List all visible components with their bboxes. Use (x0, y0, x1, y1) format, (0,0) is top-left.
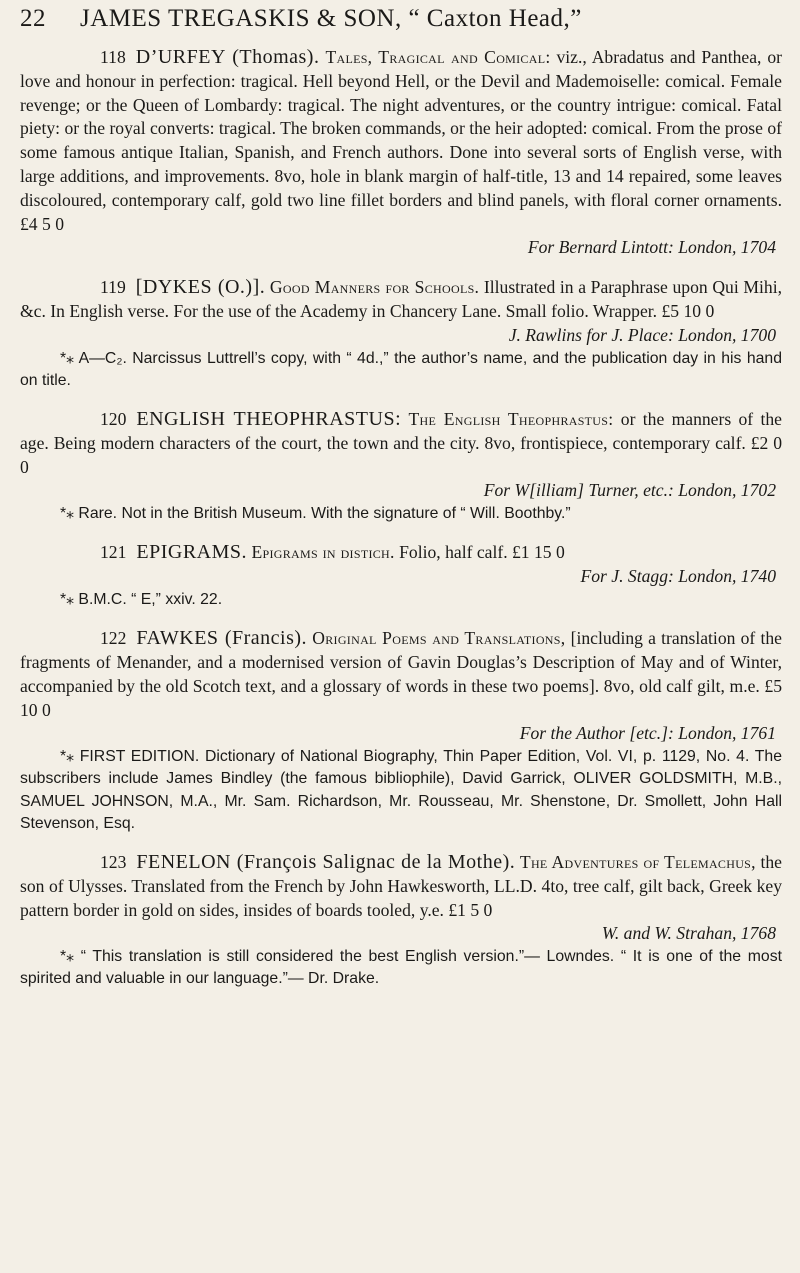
catalogue-entry (20, 46, 782, 260)
page-number: 22 (20, 5, 46, 32)
entry-title: Original Poems and Translations, (312, 628, 566, 649)
entry-author: FENELON (François Salignac de la Mothe). (136, 850, 516, 873)
entry-description: [including a translation of the fragments of Menander, and a modernised version of Gavin Douglas’s Description of May and of Winter, accompanied by the old Scotch text, and a glossary of words in these two poems]. 8vo, old calf gilt, m.e. £5 10 0 (20, 628, 782, 720)
entry-text (20, 627, 782, 722)
entry-author: EPIGRAMS. (136, 541, 248, 564)
lot-number: 120 (100, 408, 127, 429)
entry-title: Good Manners for Schools. (269, 277, 480, 298)
catalogue-entry (20, 541, 782, 611)
entry-author: D’URFEY (Thomas). (135, 46, 320, 68)
lot-number: 122 (100, 628, 127, 649)
entry-author: [DYKES (O.)]. (135, 276, 266, 299)
lot-number: 118 (100, 47, 126, 67)
entry-imprint: For W[illiam] Turner, etc.: London, 1702 (483, 480, 776, 501)
lot-number: 121 (100, 542, 127, 563)
running-head (20, 0, 780, 38)
entry-note: *⁎ A—C₂. Narcissus Luttrell’s copy, with “ 4d.,” the author’s name, and the publication day in his hand on title. (20, 349, 782, 389)
entry-description: viz., Abradatus and Panthea, or love and honour in perfection: tragical. Hell beyond Hell, or the Devil and Mademoiselle: comical. Female revenge; or the Queen of Lombardy: tragical. The night adventures, or the country intrigue: comical. Fatal piety: or the royal converts: tragical. The broken commands, or the heir adopted: comical. From the prose of some famous antique Italian, Spanish, and French authors. Done into several sorts of English verse, with large additions, and improvements. 8vo, hole in blank margin of half-title, 13 and 14 repaired, some leaves discoloured, contemporary calf, gold two line fillet borders and blind panels, with floral corner ornaments. £4 5 0 (20, 47, 783, 234)
entry-description: Illustrated in a Paraphrase upon Qui Mihi, &c. In English verse. For the use of the Academy in Chancery Lane. Small folio. Wrapper. £5 10 0 (20, 277, 782, 321)
entry-text (20, 851, 782, 922)
entry-note: *⁎ FIRST EDITION. Dictionary of National Biography, Thin Paper Edition, Vol. VI, p. 1129, No. 4. The subscribers include James Bindley (the famous bibliophile), David Garrick, OLIVER GOLDSMITH, M.B., SAMUEL JOHNSON, M.A., Mr. Sam. Richardson, Mr. Rousseau, Mr. Shenstone, Dr. Smollett, John Hall Stevenson, Esq. (20, 748, 782, 832)
catalogue-entries (20, 46, 782, 1007)
entry-imprint: J. Rawlins for J. Place: London, 1700 (508, 324, 776, 345)
catalogue-entry (20, 851, 782, 991)
entry-text (20, 276, 782, 324)
entry-note: *⁎ “ This translation is still considered the best English version.”— Lowndes. “ It is one of the most spirited and valuable in our language.”— Dr. Drake. (20, 948, 782, 988)
entry-imprint: For the Author [etc.]: London, 1761 (519, 723, 776, 744)
lot-number: 119 (100, 277, 126, 298)
entry-text (20, 408, 782, 479)
entry-text (20, 46, 782, 236)
entry-title: The Adventures of Telemachus, (519, 851, 756, 872)
running-title: JAMES TREGASKIS & SON, “ Caxton Head,” (80, 5, 582, 32)
entry-description: the son of Ulysses. Translated from the French by John Hawkesworth, LL.D. 4to, tree calf, gilt back, Greek key pattern border in gold on sides, insides of boards tooled, y.e. £1 5 0 (20, 851, 782, 920)
entry-title: Tales, Tragical and Comical: (325, 47, 551, 67)
entry-text (20, 541, 782, 565)
entry-note: *⁎ Rare. Not in the British Museum. With the signature of “ Will. Boothby.” (60, 505, 571, 523)
entry-description: or the manners of the age. Being modern characters of the court, the town and the city. 8vo, frontispiece, contemporary calf. £2 0 0 (20, 408, 782, 477)
lot-number: 123 (100, 851, 127, 872)
catalogue-entry (20, 408, 782, 525)
entry-author: ENGLISH THEOPHRASTUS: (136, 407, 402, 430)
entry-title: The English Theophrastus: (408, 408, 614, 429)
entry-title: Epigrams in distich. (251, 542, 395, 563)
entry-imprint: For J. Stagg: London, 1740 (580, 566, 776, 587)
entry-imprint: W. and W. Strahan, 1768 (601, 923, 776, 944)
entry-author: FAWKES (Francis). (136, 627, 308, 650)
catalogue-entry (20, 627, 782, 835)
catalogue-entry (20, 276, 782, 392)
entry-description: Folio, half calf. £1 15 0 (399, 542, 565, 563)
entry-imprint: For Bernard Lintott: London, 1704 (527, 237, 776, 258)
entry-note: *⁎ B.M.C. “ E,” xxiv. 22. (60, 590, 223, 608)
